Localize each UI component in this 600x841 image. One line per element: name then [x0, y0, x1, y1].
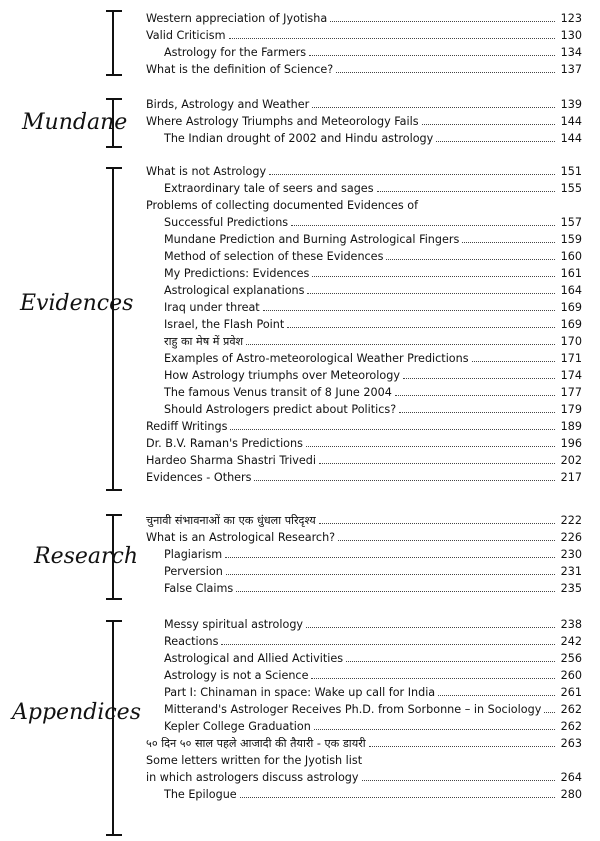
dot-leader — [386, 250, 555, 260]
dot-leader — [236, 582, 555, 592]
toc-entry — [146, 10, 582, 27]
page-number: 170 — [560, 335, 582, 348]
entry-title: What is an Astrological Research? — [146, 531, 336, 544]
entry-title: The famous Venus transit of 8 June 2004 — [164, 386, 392, 399]
entry-title: राहु का मेष में प्रवेश — [164, 335, 244, 348]
entry-title: Plagiarism — [164, 548, 223, 561]
toc-entry — [146, 27, 582, 44]
toc-entry — [146, 512, 582, 529]
dot-leader — [338, 531, 555, 541]
entry-title: The Indian drought of 2002 and Hindu astrology — [164, 132, 434, 145]
dot-leader — [369, 737, 555, 747]
section-bracket — [112, 98, 128, 148]
page-number: 260 — [560, 669, 582, 682]
page-number: 196 — [560, 437, 582, 450]
entry-title: Mitterand's Astrologer Receives Ph.D. from Sorbonne – in Sociology — [164, 703, 542, 716]
toc-entry — [146, 580, 582, 597]
entry-title: Problems of collecting documented Evidences of — [146, 199, 419, 212]
toc-entry — [146, 282, 582, 299]
dot-leader — [226, 565, 555, 575]
page-number: 169 — [560, 318, 582, 331]
page-number: 263 — [560, 737, 582, 750]
section-title: Research — [34, 544, 139, 569]
section-entries — [146, 616, 582, 803]
dot-leader — [362, 771, 555, 781]
entry-title: Examples of Astro-meteorological Weather Predictions — [164, 352, 469, 365]
toc-entry — [146, 231, 582, 248]
page-number: 177 — [560, 386, 582, 399]
toc-entry — [146, 650, 582, 667]
toc-entry — [146, 752, 582, 769]
section-title: Appendices — [12, 700, 141, 725]
toc-entry — [146, 563, 582, 580]
page-number: 262 — [560, 720, 582, 733]
toc-entry — [146, 333, 582, 350]
section-entries — [146, 96, 582, 147]
entry-title: Dr. B.V. Raman's Predictions — [146, 437, 303, 450]
page-number: 226 — [560, 531, 582, 544]
page-number: 164 — [560, 284, 582, 297]
entry-title: Iraq under threat — [164, 301, 260, 314]
section-entries — [146, 163, 582, 486]
page-number: 256 — [560, 652, 582, 665]
toc-entry — [146, 735, 582, 752]
dot-leader — [462, 233, 555, 243]
page-number: 262 — [560, 703, 582, 716]
dot-leader — [263, 301, 555, 311]
section-bracket — [112, 10, 128, 76]
toc-entry — [146, 667, 582, 684]
page-number: 159 — [560, 233, 582, 246]
toc-entry — [146, 350, 582, 367]
toc-entry — [146, 718, 582, 735]
entry-title: Astrological explanations — [164, 284, 305, 297]
toc-entry — [146, 265, 582, 282]
dot-leader — [307, 284, 555, 294]
toc-entry — [146, 197, 582, 214]
dot-leader — [306, 437, 555, 447]
page-number: 231 — [560, 565, 582, 578]
section-entries — [146, 512, 582, 597]
entry-title: Method of selection of these Evidences — [164, 250, 384, 263]
entry-title: Astrology is not a Science — [164, 669, 309, 682]
entry-title: in which astrologers discuss astrology — [146, 771, 359, 784]
toc-entry — [146, 469, 582, 486]
toc-entry — [146, 418, 582, 435]
dot-leader — [287, 318, 555, 328]
dot-leader — [309, 46, 555, 56]
page-number: 169 — [560, 301, 582, 314]
toc-entry — [146, 786, 582, 803]
entry-title: Mundane Prediction and Burning Astrological Fingers — [164, 233, 460, 246]
dot-leader — [240, 788, 555, 798]
page-number: 130 — [560, 29, 582, 42]
page-number: 160 — [560, 250, 582, 263]
page-number: 230 — [560, 548, 582, 561]
section-bracket — [112, 514, 128, 600]
toc-entry — [146, 61, 582, 78]
dot-leader — [291, 216, 555, 226]
entry-title: Should Astrologers predict about Politics? — [164, 403, 397, 416]
toc-section-research — [0, 512, 600, 602]
toc-entry — [146, 163, 582, 180]
page-number: 123 — [560, 12, 582, 25]
toc-entry — [146, 384, 582, 401]
entry-title: Hardeo Sharma Shastri Trivedi — [146, 454, 316, 467]
page-number: 151 — [560, 165, 582, 178]
toc-entry — [146, 684, 582, 701]
dot-leader — [225, 548, 555, 558]
toc-section-continued — [0, 8, 600, 80]
toc-entry — [146, 299, 582, 316]
toc-entry — [146, 701, 582, 718]
toc-section-mundane — [0, 96, 600, 152]
page-number: 155 — [560, 182, 582, 195]
entry-title: My Predictions: Evidences — [164, 267, 310, 280]
dot-leader — [472, 352, 555, 362]
page-number: 264 — [560, 771, 582, 784]
toc-entry — [146, 435, 582, 452]
entry-title: Rediff Writings — [146, 420, 228, 433]
page-number: 157 — [560, 216, 582, 229]
entry-title: Birds, Astrology and Weather — [146, 98, 310, 111]
entry-title: The Epilogue — [164, 788, 237, 801]
entry-title: चुनावी संभावनाओं का एक धुंधला परिदृश्य — [146, 514, 316, 527]
entry-title: Extraordinary tale of seers and sages — [164, 182, 374, 195]
dot-leader — [395, 386, 555, 396]
dot-leader — [422, 115, 555, 125]
dot-leader — [544, 703, 555, 713]
page-number: 202 — [560, 454, 582, 467]
page-number: 238 — [560, 618, 582, 631]
toc-entry — [146, 316, 582, 333]
section-bracket — [112, 620, 128, 836]
dot-leader — [314, 720, 555, 730]
toc-entry — [146, 633, 582, 650]
entry-title: Perversion — [164, 565, 223, 578]
entry-title: Astrology for the Farmers — [164, 46, 307, 59]
toc-section-appendices — [0, 616, 600, 838]
page-number: 179 — [560, 403, 582, 416]
entry-title: Valid Criticism — [146, 29, 226, 42]
entry-title: Where Astrology Triumphs and Meteorology Fails — [146, 115, 419, 128]
page-number: 235 — [560, 582, 582, 595]
toc-entry — [146, 180, 582, 197]
entry-title: ५० दिन ५० साल पहले आजादी की तैयारी - एक डायरी — [146, 737, 366, 750]
toc-entry — [146, 96, 582, 113]
toc-entry — [146, 529, 582, 546]
section-entries — [146, 10, 582, 78]
entry-title: Kepler College Graduation — [164, 720, 311, 733]
dot-leader — [319, 454, 555, 464]
section-title: Evidences — [20, 291, 134, 316]
toc-section-evidences — [0, 163, 600, 493]
toc-entry — [146, 452, 582, 469]
page-number: 189 — [560, 420, 582, 433]
dot-leader — [399, 403, 555, 413]
dot-leader — [254, 471, 555, 481]
toc-entry — [146, 113, 582, 130]
entry-title: Successful Predictions — [164, 216, 289, 229]
dot-leader — [336, 63, 555, 73]
toc-entry — [146, 248, 582, 265]
toc-entry — [146, 769, 582, 786]
entry-title: False Claims — [164, 582, 234, 595]
entry-title: What is not Astrology — [146, 165, 267, 178]
page-number: 217 — [560, 471, 582, 484]
dot-leader — [330, 12, 555, 22]
dot-leader — [438, 686, 555, 696]
page-number: 242 — [560, 635, 582, 648]
entry-title: Astrological and Allied Activities — [164, 652, 344, 665]
toc-entry — [146, 367, 582, 384]
dot-leader — [230, 420, 555, 430]
toc-entry — [146, 44, 582, 61]
page-number: 222 — [560, 514, 582, 527]
toc-entry — [146, 546, 582, 563]
dot-leader — [246, 335, 555, 345]
page-number: 137 — [560, 63, 582, 76]
entry-title: Western appreciation of Jyotisha — [146, 12, 328, 25]
entry-title: Some letters written for the Jyotish list — [146, 754, 363, 767]
dot-leader — [311, 669, 555, 679]
dot-leader — [312, 267, 555, 277]
entry-title: Part I: Chinaman in space: Wake up call for India — [164, 686, 436, 699]
toc-entry — [146, 401, 582, 418]
entry-title: What is the definition of Science? — [146, 63, 334, 76]
toc-entry — [146, 130, 582, 147]
page-number: 161 — [560, 267, 582, 280]
dot-leader — [346, 652, 555, 662]
page-number: 139 — [560, 98, 582, 111]
dot-leader — [377, 182, 555, 192]
entry-title: Reactions — [164, 635, 219, 648]
dot-leader — [436, 132, 555, 142]
page-number: 134 — [560, 46, 582, 59]
page-number: 280 — [560, 788, 582, 801]
dot-leader — [229, 29, 555, 39]
dot-leader — [306, 618, 555, 628]
dot-leader — [403, 369, 555, 379]
entry-title: How Astrology triumphs over Meteorology — [164, 369, 400, 382]
page-number: 144 — [560, 132, 582, 145]
entry-title: Messy spiritual astrology — [164, 618, 304, 631]
section-title: Mundane — [22, 110, 128, 135]
entry-title: Evidences - Others — [146, 471, 252, 484]
toc-entry — [146, 214, 582, 231]
toc-entry — [146, 616, 582, 633]
page-number: 171 — [560, 352, 582, 365]
dot-leader — [319, 514, 555, 524]
page-number: 261 — [560, 686, 582, 699]
page-number: 144 — [560, 115, 582, 128]
section-bracket — [112, 167, 128, 491]
entry-title: Israel, the Flash Point — [164, 318, 285, 331]
dot-leader — [269, 165, 555, 175]
dot-leader — [312, 98, 555, 108]
dot-leader — [221, 635, 555, 645]
page-number: 174 — [560, 369, 582, 382]
